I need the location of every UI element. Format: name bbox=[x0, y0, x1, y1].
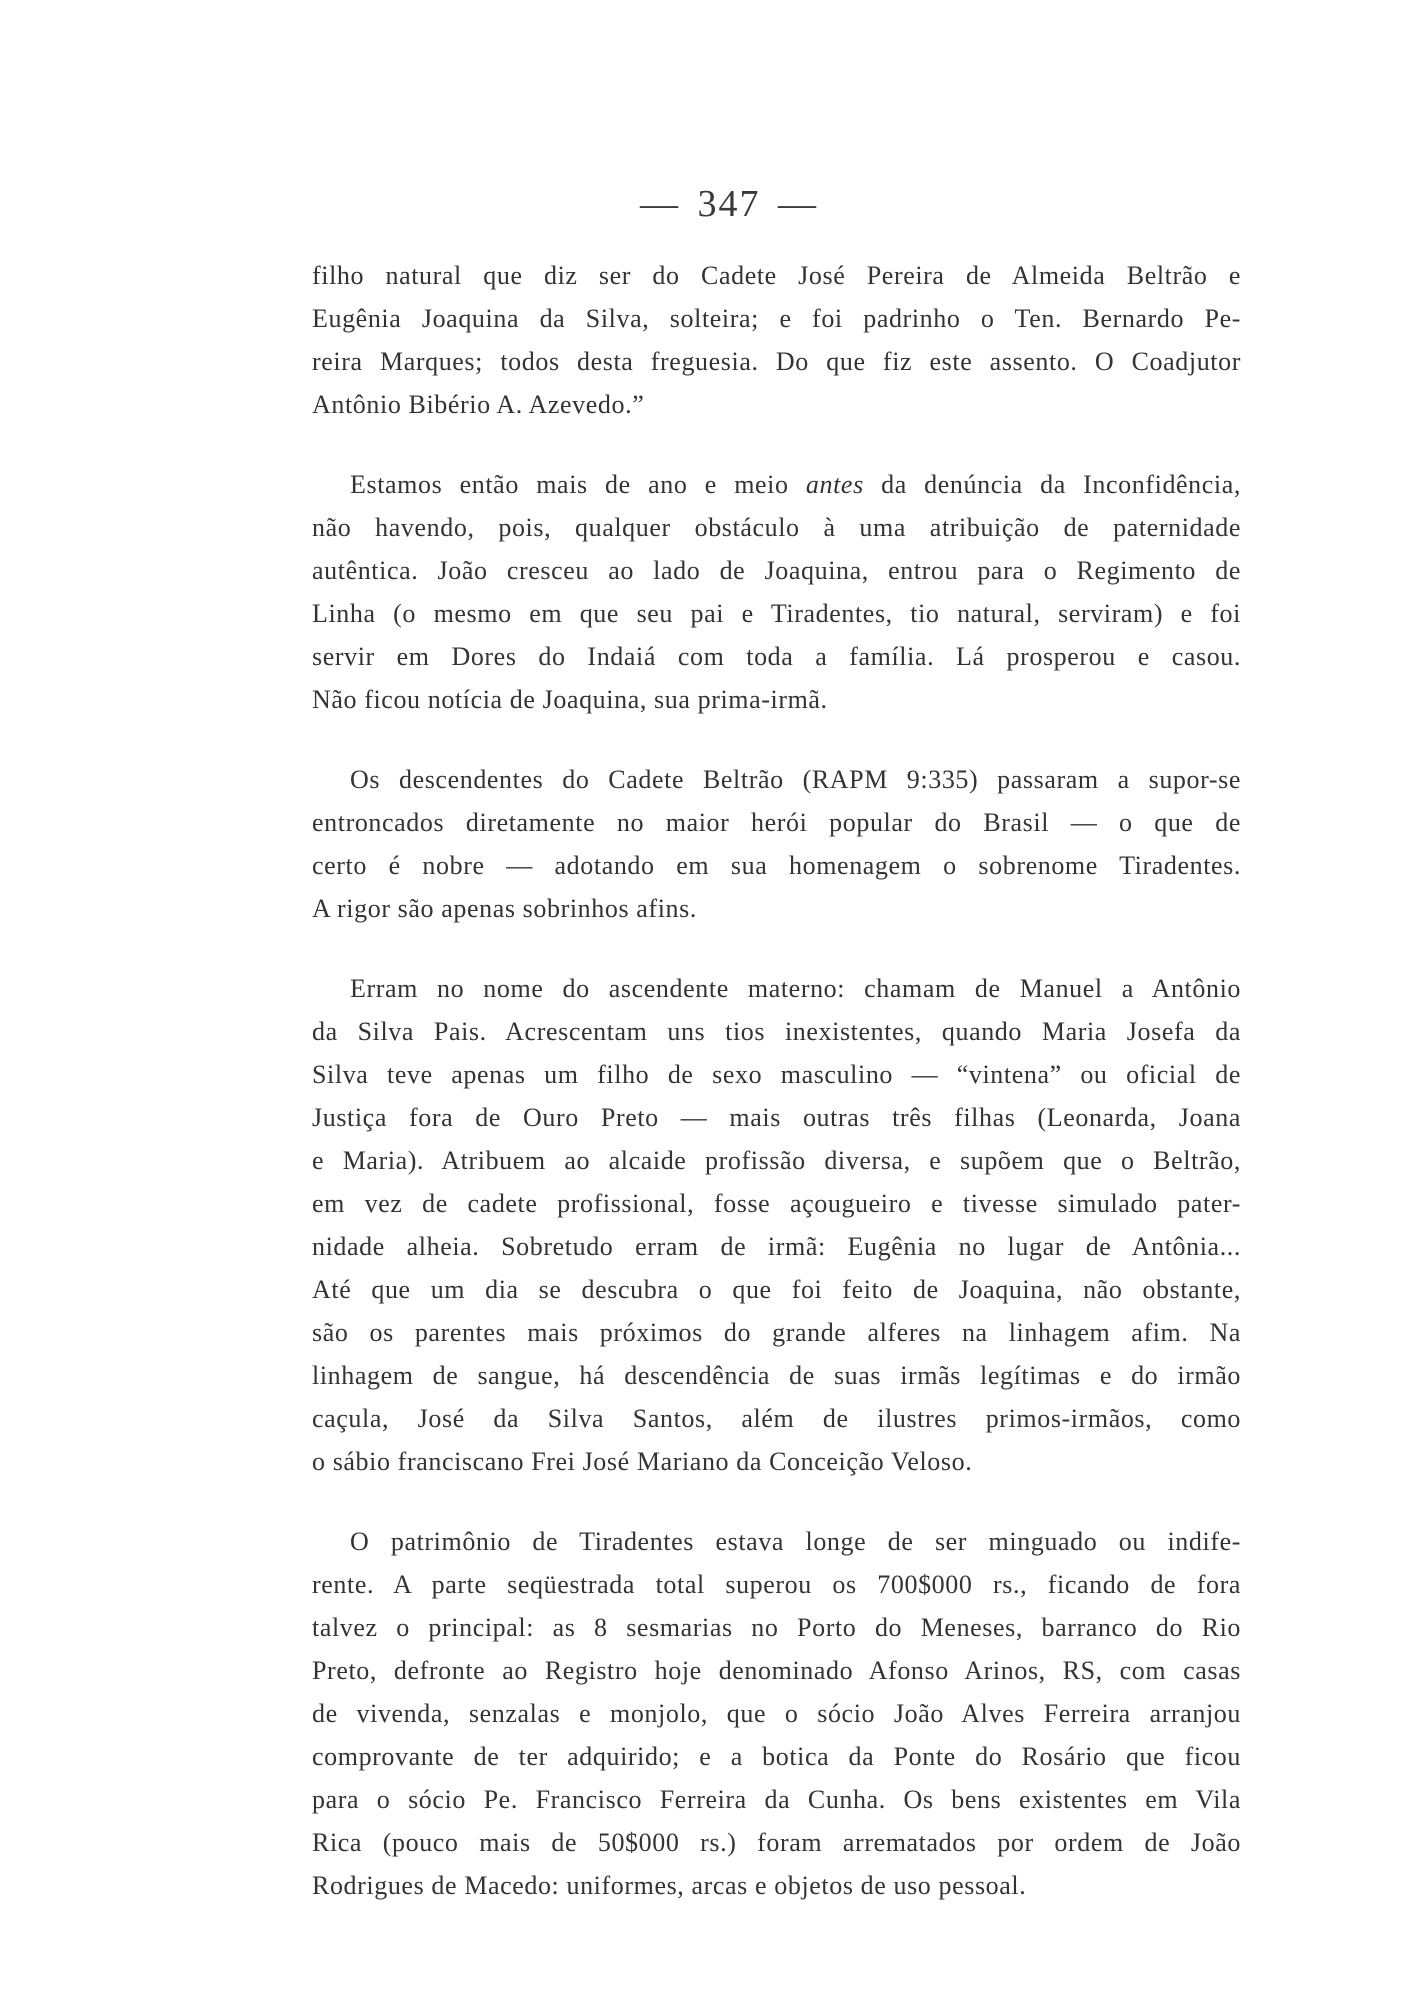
text-line: Rodrigues de Macedo: uniformes, arcas e objetos de uso pessoal. bbox=[312, 1871, 1027, 1900]
text-segment: Estamos então mais de ano e meio bbox=[350, 470, 806, 499]
text-line: reira Marques; todos desta freguesia. Do que fiz este assento. O Coadjutor bbox=[312, 347, 1241, 376]
text-line: Justiça fora de Ouro Preto — mais outras três filhas (Leonarda, Joana bbox=[312, 1103, 1241, 1132]
text-line: Eugênia Joaquina da Silva, solteira; e foi padrinho o Ten. Bernardo Pe- bbox=[312, 304, 1241, 333]
text-line: são os parentes mais próximos do grande alferes na linhagem afim. Na bbox=[312, 1318, 1241, 1347]
text-line bbox=[312, 463, 1241, 506]
paragraph bbox=[312, 758, 1241, 930]
text-line: caçula, José da Silva Santos, além de ilustres primos-irmãos, como bbox=[312, 1404, 1241, 1433]
emphasized-word: antes bbox=[805, 470, 864, 499]
paragraph bbox=[312, 463, 1241, 721]
text-line: entroncados diretamente no maior herói popular do Brasil — o que de bbox=[312, 808, 1241, 837]
text-line: Até que um dia se descubra o que foi feito de Joaquina, não obstante, bbox=[312, 1275, 1241, 1304]
text-line: e Maria). Atribuem ao alcaide profissão diversa, e supõem que o Beltrão, bbox=[312, 1146, 1241, 1175]
text-line: certo é nobre — adotando em sua homenagem o sobrenome Tiradentes. bbox=[312, 851, 1241, 880]
text-line: Os descendentes do Cadete Beltrão (RAPM 9:335) passaram a supor-se bbox=[350, 765, 1241, 794]
paragraph bbox=[312, 967, 1241, 1483]
text-line: O patrimônio de Tiradentes estava longe de ser minguado ou indife- bbox=[350, 1527, 1241, 1556]
text-line: linhagem de sangue, há descendência de suas irmãs legítimas e do irmão bbox=[312, 1361, 1241, 1390]
text-line: A rigor são apenas sobrinhos afins. bbox=[312, 894, 697, 923]
text-line: Erram no nome do ascendente materno: chamam de Manuel a Antônio bbox=[350, 974, 1241, 1003]
text-line: autêntica. João cresceu ao lado de Joaquina, entrou para o Regimento de bbox=[312, 556, 1241, 585]
text-line: da Silva Pais. Acrescentam uns tios inexistentes, quando Maria Josefa da bbox=[312, 1017, 1241, 1046]
text-line: Linha (o mesmo em que seu pai e Tiradentes, tio natural, serviram) e foi bbox=[312, 599, 1241, 628]
text-line: não havendo, pois, qualquer obstáculo à uma atribuição de paternidade bbox=[312, 513, 1241, 542]
page-number: — 347 — bbox=[640, 183, 818, 225]
text-line: filho natural que diz ser do Cadete José Pereira de Almeida Beltrão e bbox=[312, 261, 1241, 290]
text-line: Não ficou notícia de Joaquina, sua prima-irmã. bbox=[312, 685, 828, 714]
text-line: servir em Dores do Indaiá com toda a família. Lá prosperou e casou. bbox=[312, 642, 1241, 671]
text-line: comprovante de ter adquirido; e a botica da Ponte do Rosário que ficou bbox=[312, 1742, 1241, 1771]
paragraph bbox=[312, 254, 1241, 426]
text-line: Antônio Bibério A. Azevedo.” bbox=[312, 390, 645, 419]
paragraph bbox=[312, 1520, 1241, 1907]
text-line: nidade alheia. Sobretudo erram de irmã: Eugênia no lugar de Antônia... bbox=[312, 1232, 1241, 1261]
text-line: Rica (pouco mais de 50$000 rs.) foram arrematados por ordem de João bbox=[312, 1828, 1241, 1857]
text-line: o sábio franciscano Frei José Mariano da Conceição Veloso. bbox=[312, 1447, 973, 1476]
text-segment: da denúncia da Inconfidência, bbox=[863, 470, 1241, 499]
text-line: para o sócio Pe. Francisco Ferreira da Cunha. Os bens existentes em Vila bbox=[312, 1785, 1241, 1814]
text-line: talvez o principal: as 8 sesmarias no Porto do Meneses, barranco do Rio bbox=[312, 1613, 1241, 1642]
text-line: de vivenda, senzalas e monjolo, que o sócio João Alves Ferreira arranjou bbox=[312, 1699, 1241, 1728]
text-line: Preto, defronte ao Registro hoje denominado Afonso Arinos, RS, com casas bbox=[312, 1656, 1241, 1685]
text-line: rente. A parte seqüestrada total superou os 700$000 rs., ficando de fora bbox=[312, 1570, 1241, 1599]
text-line: em vez de cadete profissional, fosse açougueiro e tivesse simulado pater- bbox=[312, 1189, 1241, 1218]
text-body bbox=[312, 254, 1241, 1907]
text-line: Silva teve apenas um filho de sexo masculino — “vintena” ou oficial de bbox=[312, 1060, 1241, 1089]
